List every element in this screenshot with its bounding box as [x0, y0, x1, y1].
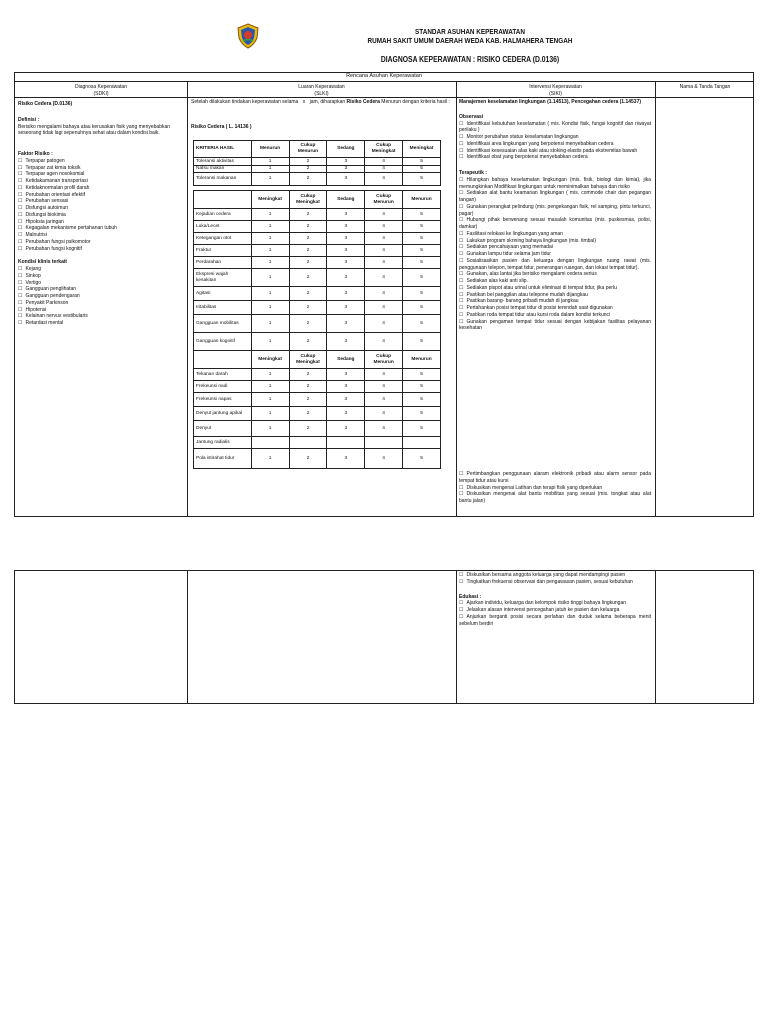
kriteria-score: 5	[403, 287, 441, 301]
faktor-item: ☐ Terpapar zat kimia toksik	[18, 165, 184, 172]
kriteria-score: 4	[365, 315, 403, 333]
kriteria-score	[327, 437, 365, 449]
kriteria-score: 4	[365, 369, 403, 381]
edukasi-item: ☐ Jelaskan alasan intervensi pencegahan jatuh ke pasien dan keluarga	[459, 607, 651, 614]
kriteria-header-cell: Cukup Meningkat	[289, 351, 327, 369]
kriteria-header-row	[194, 351, 441, 369]
kriteria-score: 1	[251, 173, 289, 186]
kriteria-row	[194, 449, 441, 469]
col-ttd-header: Nama & Tanda Tangan	[679, 84, 731, 90]
kriteria-score: 3	[327, 233, 365, 245]
kriteria-score: 1	[251, 287, 289, 301]
intervensi-continued	[459, 572, 651, 627]
kriteria-score: 3	[327, 287, 365, 301]
intervensi-item: ☐ Tingkatkan frekuensi observasi dan pengawasan pasien, sesuai kebutuhan	[459, 579, 651, 586]
col-divider	[655, 571, 656, 703]
terapeutik-item: ☐ Hilangkan bahaya keselamatan lingkungan (mis. fisik, biologi dan kimia), jika memungkinkan Modifikasi lingkungan untuk meminimalkan bahaya dan risiko	[459, 177, 651, 191]
intervensi-title: Manajemen keselamatan lingkungan (1.14513), Pencegahan cedera (1.14537)	[459, 99, 642, 105]
terapeutik-item: ☐ Gunakan lampu tidur selama jam tidur	[459, 251, 651, 258]
observasi-list	[459, 121, 651, 162]
kriteria-header-row	[194, 191, 441, 209]
edukasi-item: ☐ Ajarkan individu, keluarga dan kelompok risiko tinggi bahaya lingkungan	[459, 600, 651, 607]
kriteria-header-cell: Sedang	[327, 191, 365, 209]
kriteria-header-cell: KRITERIA HASIL	[194, 141, 252, 158]
kriteria-header-cell: Cukup Meningkat	[365, 141, 403, 158]
kriteria-score: 2	[289, 221, 327, 233]
kriteria-header-cell: Cukup Meningkat	[289, 191, 327, 209]
intro-a: Setelah dilakukan tindakan keperawatan selama	[191, 99, 299, 105]
kriteria-score: 5	[403, 173, 441, 186]
faktor-item: ☐ Perubahan fungsi kognitif	[18, 246, 184, 253]
kriteria-score: 1	[251, 393, 289, 407]
kriteria-row	[194, 381, 441, 393]
terapeutik-item: ☐ Pertahankan posisi tempat tidur di posisi terendah saat digunakan	[459, 305, 651, 312]
kriteria-label: Denyut	[194, 421, 252, 437]
kriteria-score: 4	[365, 269, 403, 287]
kriteria-row	[194, 407, 441, 421]
kriteria-score: 3	[327, 407, 365, 421]
intervensi-column	[459, 99, 651, 332]
kriteria-label: Gangguan kognitif	[194, 333, 252, 351]
col-divider	[187, 82, 188, 516]
kriteria-score: 1	[251, 221, 289, 233]
col-divider	[456, 82, 457, 516]
col-divider	[187, 571, 188, 703]
kriteria-label: Toleransi aktivitas	[194, 158, 252, 166]
kriteria-score: 4	[365, 449, 403, 469]
edukasi-item: ☐ Anjurkan berganti posisi secara perlahan dan duduk selama beberapa menit sebelum berdiri	[459, 614, 651, 628]
definisi-text: Berisiko mengalami bahaya atau kerusakan fisik yang menyebabkan seseorang tidak lagi sepenuhnya sehat atau dalam kondisi baik.	[18, 123, 171, 137]
kriteria-label: Gangguan mobilitas	[194, 315, 252, 333]
kriteria-score: 5	[403, 393, 441, 407]
kriteria-score: 3	[327, 173, 365, 186]
observasi-item: ☐ Identifikasi area lingkungan yang berpotensi menyebabkan cedera	[459, 141, 651, 148]
kriteria-score: 4	[365, 421, 403, 437]
kriteria-row	[194, 245, 441, 257]
page2-list	[459, 572, 651, 586]
kriteria-score: 2	[289, 158, 327, 166]
intro-bold: Risiko Cedera	[346, 99, 380, 105]
kriteria-score: 4	[365, 158, 403, 166]
diagnosa-column	[18, 101, 184, 327]
kriteria-score: 1	[251, 301, 289, 315]
kriteria-score: 5	[403, 381, 441, 393]
col-siki-header	[456, 84, 655, 98]
faktor-label: Faktor Risiko :	[18, 151, 53, 157]
faktor-item: ☐ Kegagalan mekanisme pertahanan tubuh	[18, 225, 184, 232]
kriteria-score: 1	[251, 233, 289, 245]
kriteria-label: Ekspresi wajah kesakitan	[194, 269, 252, 287]
kriteria-row	[194, 233, 441, 245]
kriteria-score: 1	[251, 333, 289, 351]
faktor-item: ☐ Terpapar patogen	[18, 158, 184, 165]
kondisi-item: ☐ Penyakit Parkinson	[18, 300, 184, 307]
kriteria-score: 5	[403, 221, 441, 233]
kriteria-header-cell: Sedang	[327, 351, 365, 369]
kriteria-row	[194, 269, 441, 287]
kriteria-score: 4	[365, 233, 403, 245]
terapeutik-item: ☐ Diskusikan mengenai alat bantu mobilitas yang sesuai (mis. tongkat atau alat bantu jalan)	[459, 491, 651, 505]
kriteria-score: 4	[365, 333, 403, 351]
kriteria-score: 2	[289, 287, 327, 301]
observasi-label: Observasi	[459, 113, 484, 120]
kriteria-header-cell: Cukup Menurun	[365, 351, 403, 369]
kriteria-score: 5	[403, 333, 441, 351]
kriteria-score: 3	[327, 315, 365, 333]
terapeutik-item: ☐ Hubungi pihak berwenang sesuai masalah komunitas (mis. puskesmas, polisi, damkar)	[459, 217, 651, 231]
terapeutik-item: ☐ Sediakan alas kaki anti slip.	[459, 278, 651, 285]
kriteria-score: 1	[251, 381, 289, 393]
terapeutik-item: ☐ Diskusikan mengenai Latihan dan terapi fisik yang diperlukan	[459, 485, 651, 492]
kriteria-score: 4	[365, 221, 403, 233]
kriteria-label: Pola istirahat tidur	[194, 449, 252, 469]
kriteria-score: 2	[289, 269, 327, 287]
kriteria-score: 2	[289, 245, 327, 257]
kriteria-label: Frekeunsi napas	[194, 393, 252, 407]
kriteria-score: 5	[403, 166, 441, 173]
kriteria-header-cell: Menurun	[403, 351, 441, 369]
kriteria-score: 2	[289, 173, 327, 186]
kriteria-score: 4	[365, 393, 403, 407]
faktor-item: ☐ Terpapar agen nosokomial	[18, 171, 184, 178]
observasi-item: ☐ Identifikasi kebutuhan keselamatan ( mis. Kondisi fisik, fungsi kognitif dan riwayat perilaku )	[459, 121, 651, 135]
kriteria-score: 4	[365, 381, 403, 393]
kriteria-label: Nafsu makan	[194, 166, 252, 173]
kriteria-header-cell: Sedang	[327, 141, 365, 158]
kriteria-score: 4	[365, 257, 403, 269]
kriteria-score: 2	[289, 449, 327, 469]
kriteria-score	[403, 437, 441, 449]
kriteria-score: 5	[403, 269, 441, 287]
faktor-item: ☐ Hipoksia jaringan	[18, 219, 184, 226]
kriteria-row	[194, 166, 441, 173]
terapeutik-item: ☐ Sediakan alat bantu keamanan lingkungan ( mis. commode chair dan pegangan tangan)	[459, 190, 651, 204]
kriteria-score: 5	[403, 369, 441, 381]
edukasi-list	[459, 600, 651, 627]
edukasi-label: Edukasi :	[459, 593, 482, 600]
faktor-item: ☐ Perubahan orientasi efektif	[18, 192, 184, 199]
kriteria-score: 3	[327, 369, 365, 381]
kriteria-score: 3	[327, 333, 365, 351]
kriteria-score: 2	[289, 233, 327, 245]
kondisi-item: ☐ Kelainan nervus vestibularis	[18, 313, 184, 320]
kriteria-score: 2	[289, 421, 327, 437]
care-plan-table-continued	[14, 570, 754, 704]
definisi-label: Definisi :	[18, 116, 40, 123]
kriteria-label: Luka/Lecet	[194, 221, 252, 233]
faktor-item: ☐ Ketidaknormalan profil darah	[18, 185, 184, 192]
kriteria-row	[194, 173, 441, 186]
kriteria-label: Toleransi makanan	[194, 173, 252, 186]
terapeutik-item: ☐ Gunakan perangkat pelindung (mis. pengekangan fisik, rel samping, pintu terkunci, pagar)	[459, 204, 651, 218]
diagnosa-title: Risiko Cedera (D.0136)	[18, 101, 73, 107]
terapeutik-label: Terapeutik :	[459, 170, 487, 176]
rencana-label: Rencana Asuhan Keperawatan	[346, 73, 422, 79]
kriteria-score: 3	[327, 166, 365, 173]
luaran-kode: Risiko Cedera ( L. 14136 )	[191, 124, 252, 130]
sdki-h1: Diagnosa Keperawatan	[75, 84, 127, 90]
kriteria-row	[194, 221, 441, 233]
kriteria-label: Frekeunsi nadi	[194, 381, 252, 393]
kriteria-label: Tekanan darah	[194, 369, 252, 381]
kondisi-list	[18, 266, 184, 327]
kriteria-score: 3	[327, 381, 365, 393]
kriteria-header-cell: Menurun	[403, 191, 441, 209]
kriteria-score: 3	[327, 158, 365, 166]
kriteria-label: Kejadian cedera	[194, 209, 252, 221]
kriteria-score: 1	[251, 269, 289, 287]
kriteria-header-cell: Meningkat	[403, 141, 441, 158]
kondisi-item: ☐ Retardasi mental	[18, 320, 184, 327]
kriteria-label: Ketegangan otot	[194, 233, 252, 245]
terapeutik-item: ☐ Sediakan pencahayaan yang memadai	[459, 244, 651, 251]
intro-c: jam, diharapkan	[309, 99, 346, 105]
faktor-item: ☐ Disfungsi autoimun	[18, 205, 184, 212]
kriteria-score: 2	[289, 381, 327, 393]
kriteria-score: 1	[251, 421, 289, 437]
intervensi-item: ☐ Diskusikan bersama anggota keluarga yang dapat mendampingi pasien	[459, 572, 651, 579]
kriteria-score: 5	[403, 301, 441, 315]
kriteria-score: 2	[289, 301, 327, 315]
kriteria-score	[251, 437, 289, 449]
kriteria-row	[194, 257, 441, 269]
slki-h2: (SLKI)	[314, 90, 329, 97]
kriteria-score: 1	[251, 209, 289, 221]
kriteria-score: 2	[289, 333, 327, 351]
terapeutik-item: ☐ Sediakan pispot atau urinal untuk eliminasi di tempat tidur, jika perlu	[459, 285, 651, 292]
kriteria-row	[194, 421, 441, 437]
terapeutik-item: ☐ Gunakan pengaman tempat tidur sesuai dengan kebijakan fasilitas pelayanan kesehatan	[459, 319, 651, 333]
col-sdki-header	[15, 84, 187, 98]
kriteria-header-row	[194, 141, 441, 158]
terapeutik-item: ☐ Pastikan bel panggilan atau telepone mudah dijangkau	[459, 292, 651, 299]
kriteria-score: 3	[327, 245, 365, 257]
kriteria-header-cell: Cukup Menurun	[365, 191, 403, 209]
sdki-h2: (SDKI)	[93, 90, 109, 97]
kriteria-score: 2	[289, 209, 327, 221]
kriteria-row	[194, 437, 441, 449]
terapeutik-item: ☐ Pastikan barang- barang pribadi mudah di jangkau	[459, 298, 651, 305]
kriteria-score: 5	[403, 407, 441, 421]
siki-h2: (SIKI)	[549, 90, 562, 97]
kriteria-header-cell: Cukup Menurun	[289, 141, 327, 158]
observasi-item: ☐ Monitor perubahan status keselamatan lingkungan	[459, 134, 651, 141]
kriteria-label: Perdarahan	[194, 257, 252, 269]
terapeutik-item: ☐ Sosialisasikan pasien dan keluarga dengan lingkungan ruang rawat (mis. penggunaan telepon, tempat tidur, penerangan ruangan, dan lokasi tempat tidur).	[459, 258, 651, 272]
col-slki-header	[187, 84, 456, 98]
terapeutik-list	[459, 177, 651, 332]
kriteria-score: 3	[327, 269, 365, 287]
intro-d: Menurun dengan kriteria hasil :	[381, 99, 450, 105]
faktor-item: ☐ Disfungsi biokimia	[18, 212, 184, 219]
diagnosis-title: DIAGNOSA KEPERAWATAN : RISIKO CEDERA (D.0136)	[380, 55, 560, 64]
kriteria-score: 5	[403, 158, 441, 166]
kriteria-score	[289, 437, 327, 449]
siki-h1: Intervensi Keperawatan	[529, 84, 582, 90]
kriteria-row	[194, 393, 441, 407]
kriteria-header-cell	[194, 191, 252, 209]
kriteria-row	[194, 209, 441, 221]
tail-list	[459, 471, 651, 505]
terapeutik-item: ☐ Gunakan, alas lantai jika berisiko mengalami cedera serius	[459, 271, 651, 278]
kriteria-score: 4	[365, 173, 403, 186]
kriteria-label: Iritabilitas	[194, 301, 252, 315]
kriteria-score: 4	[365, 245, 403, 257]
hospital-name: RUMAH SAKIT UMUM DAERAH WEDA KAB. HALMAHERA TENGAH	[367, 36, 573, 45]
observasi-item: ☐ Identifikasi obat yang berpotensi menyebabkan cedera	[459, 154, 651, 161]
kondisi-item: ☐ Kejang	[18, 266, 184, 273]
kondisi-item: ☐ Vertigo	[18, 280, 184, 287]
kriteria-score: 4	[365, 166, 403, 173]
kriteria-score: 3	[327, 257, 365, 269]
kriteria-score: 5	[403, 257, 441, 269]
kondisi-label: Kondisi klinis terkait	[18, 259, 67, 266]
kriteria-score: 1	[251, 449, 289, 469]
kriteria-header-cell: Meningkat	[251, 191, 289, 209]
kriteria-header-cell: Meningkat	[251, 351, 289, 369]
kriteria-row	[194, 333, 441, 351]
slki-h1: Luaran Keperawatan	[298, 84, 345, 90]
intro-b: x	[302, 99, 306, 105]
terapeutik-item: ☐ Lakukan program skrining bahaya lingkungan (mis. timbal)	[459, 238, 651, 245]
kriteria-score: 2	[289, 407, 327, 421]
faktor-list	[18, 158, 184, 253]
luaran-intro	[191, 99, 453, 106]
kriteria-score: 2	[289, 393, 327, 407]
kondisi-item: ☐ Gangguan pendengaran	[18, 293, 184, 300]
kriteria-score: 2	[289, 315, 327, 333]
faktor-item: ☐ Ketidakamanan transportasi	[18, 178, 184, 185]
kriteria-score: 1	[251, 245, 289, 257]
kriteria-score: 3	[327, 209, 365, 221]
kriteria-score: 1	[251, 315, 289, 333]
kriteria-row	[194, 369, 441, 381]
kriteria-score: 3	[327, 421, 365, 437]
kriteria-hasil-table	[193, 140, 441, 469]
faktor-item: ☐ Perubahan sensasi	[18, 198, 184, 205]
kriteria-label: Jantung radialis	[194, 437, 252, 449]
kriteria-score: 3	[327, 393, 365, 407]
col-divider	[655, 82, 656, 516]
kriteria-score: 5	[403, 245, 441, 257]
kriteria-score: 5	[403, 233, 441, 245]
faktor-item: ☐ Perubahan fungsi psikomotor	[18, 239, 184, 246]
kriteria-score: 4	[365, 287, 403, 301]
kriteria-label: Denyut jantung apikal	[194, 407, 252, 421]
doc-title: STANDAR ASUHAN KEPERAWATAN	[415, 27, 525, 36]
kriteria-row	[194, 315, 441, 333]
kriteria-row	[194, 301, 441, 315]
kriteria-header-cell: Menurun	[251, 141, 289, 158]
kriteria-score: 4	[365, 407, 403, 421]
kondisi-item: ☐ Gangguan penglihatan	[18, 286, 184, 293]
kriteria-score: 3	[327, 449, 365, 469]
kriteria-score: 5	[403, 315, 441, 333]
kriteria-score: 1	[251, 166, 289, 173]
kriteria-score: 3	[327, 221, 365, 233]
kriteria-score: 5	[403, 421, 441, 437]
kriteria-score: 1	[251, 158, 289, 166]
kriteria-score: 1	[251, 369, 289, 381]
kriteria-header-cell	[194, 351, 252, 369]
kriteria-score: 2	[289, 257, 327, 269]
kriteria-row	[194, 287, 441, 301]
kriteria-score: 4	[365, 301, 403, 315]
kriteria-score: 5	[403, 449, 441, 469]
observasi-item: ☐ Identifikasi kesesuaian alas kaki atau stoking elastis pada ekstremitas bawah	[459, 148, 651, 155]
kriteria-label: Fraktur	[194, 245, 252, 257]
kriteria-score: 5	[403, 209, 441, 221]
kriteria-score: 2	[289, 166, 327, 173]
kriteria-score: 4	[365, 209, 403, 221]
terapeutik-item: ☐ Pertimbangkan penggunaan alaram elektronik pribadi atau alarm sensor pada tempat tidur atau kursi	[459, 471, 651, 485]
rencana-row	[15, 73, 753, 82]
kondisi-item: ☐ Hipotensi	[18, 307, 184, 314]
kriteria-label: Agitasi	[194, 287, 252, 301]
terapeutik-item: ☐ Fasilitasi relokasi ke lingkungan yang aman	[459, 231, 651, 238]
faktor-item: ☐ Malnutrisi	[18, 232, 184, 239]
kriteria-score: 3	[327, 301, 365, 315]
kriteria-score: 2	[289, 369, 327, 381]
kondisi-item: ☐ Sinkop	[18, 273, 184, 280]
kriteria-score	[365, 437, 403, 449]
kriteria-score: 1	[251, 257, 289, 269]
col-divider	[456, 571, 457, 703]
kriteria-row	[194, 158, 441, 166]
terapeutik-item: ☐ Pastikan roda tempat tidur atau kursi roda dalam kondisi terkunci	[459, 312, 651, 319]
kriteria-score: 1	[251, 407, 289, 421]
